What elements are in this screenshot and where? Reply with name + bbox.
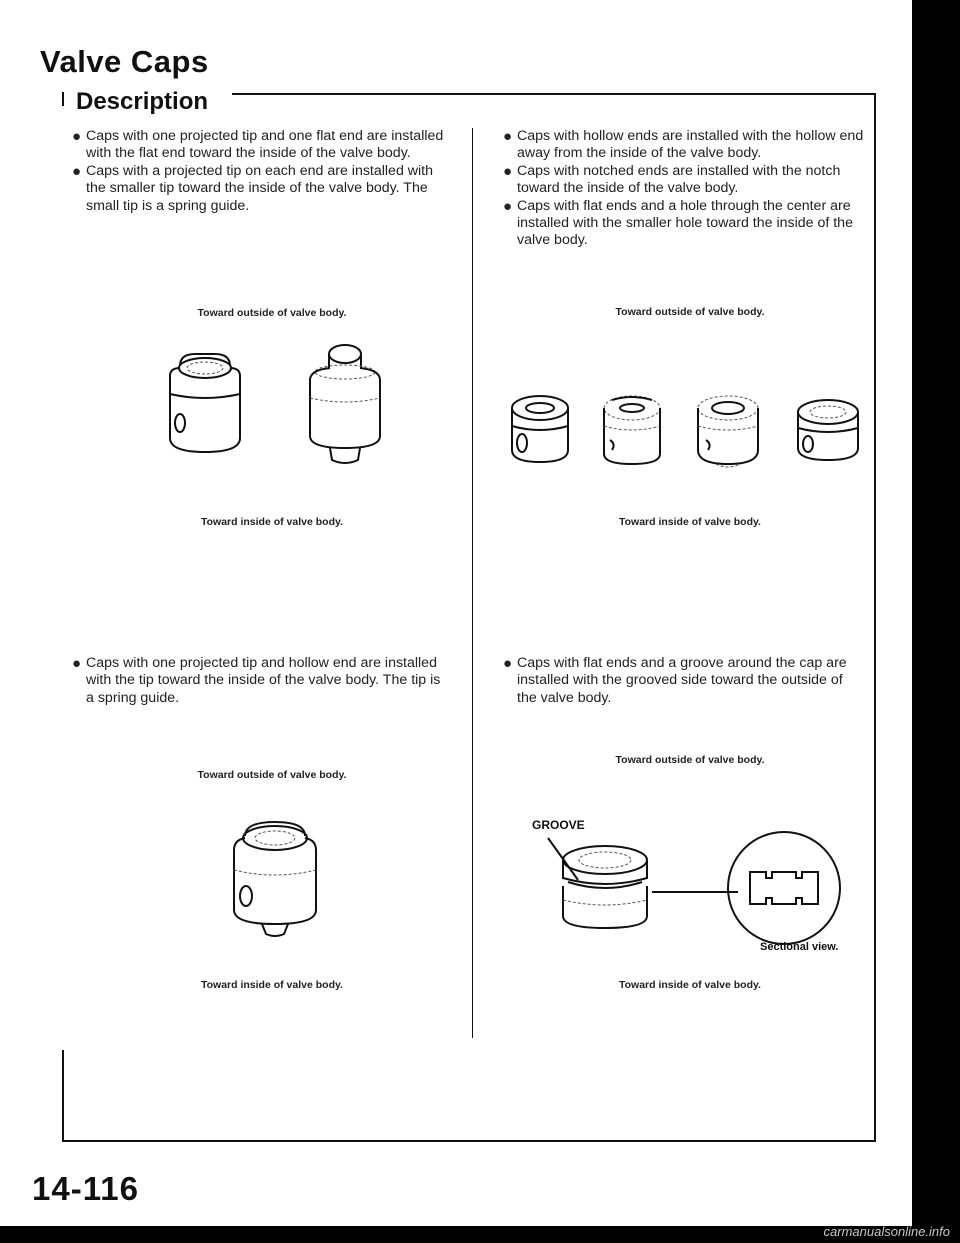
frame-top-rule [232,93,876,95]
sectional-view-label: Sectional view. [760,941,839,953]
left-fig2-bottom-caption: Toward inside of valve body. [201,979,343,991]
cap-projected-tip-each-end [310,345,380,463]
frame-right-rule [874,93,876,1141]
list-item: ● Caps with one projected tip and hollow end are installed with the tip toward the inside of the valve body. The tip is a spring guide. [72,655,441,706]
cap-notched-end [604,396,660,464]
cap-notched-end-variant [698,396,758,467]
watermark-text: carmanualsonline.info [823,1224,950,1239]
left-fig1-caps-illustration [160,328,400,488]
left-fig2-top-caption: Toward outside of valve body. [197,769,347,781]
section-heading: Description [76,88,209,115]
frame-left-tick [62,92,64,106]
sectional-view-circle [728,832,840,944]
list-item: ● Caps with a projected tip on each end are installed with the smaller tip toward the inside of the valve body. The small tip is a spring guide. [72,162,434,214]
frame-left-rule [62,1050,64,1141]
list-item: ● Caps with notched ends are installed with the notch toward the inside of the valve body. [503,162,841,197]
right-fig2-bottom-caption: Toward inside of valve body. [619,979,761,991]
left-fig1-bottom-caption: Toward inside of valve body. [201,516,343,528]
black-edge-strip [912,0,930,1243]
list-item: ● Caps with one projected tip and one flat end are installed with the flat end toward the inside of the valve body. [72,128,444,162]
cap-with-groove [563,846,647,928]
left-fig2-cap-illustration [220,800,340,950]
right-fig1-bottom-caption: Toward inside of valve body. [619,516,761,528]
list-item: ● Caps with flat ends and a groove around the cap are installed with the grooved side toward the outside of the valve body. [503,655,847,706]
right-paragraph-2 [503,655,865,707]
list-item: ● Caps with flat ends and a hole through the center are installed with the smaller hole toward the inside of the valve body. [503,197,853,249]
page-title: Valve Caps [40,44,209,79]
right-fig1-top-caption: Toward outside of valve body. [615,306,765,318]
page-number: 14-116 [32,1170,139,1207]
left-paragraph-1 [72,128,444,215]
black-edge-bar [928,0,960,1243]
right-fig2-top-caption: Toward outside of valve body. [615,754,765,766]
left-fig1-top-caption: Toward outside of valve body. [197,307,347,319]
column-divider [472,128,473,1038]
cap-hollow-end [512,396,568,462]
right-fig2-groove-illustration [530,820,860,950]
right-fig1-caps-illustration [506,388,866,472]
bottom-black-band [0,1226,960,1243]
cap-projected-tip-flat-end [170,354,240,452]
cap-flat-end-center-hole [798,400,858,460]
frame-bottom-rule [62,1140,876,1142]
groove-label: GROOVE [532,818,585,832]
right-paragraph-1 [503,128,865,250]
list-item: ● Caps with hollow ends are installed with the hollow end away from the inside of the valve body. [503,128,864,162]
left-paragraph-2 [72,655,444,707]
